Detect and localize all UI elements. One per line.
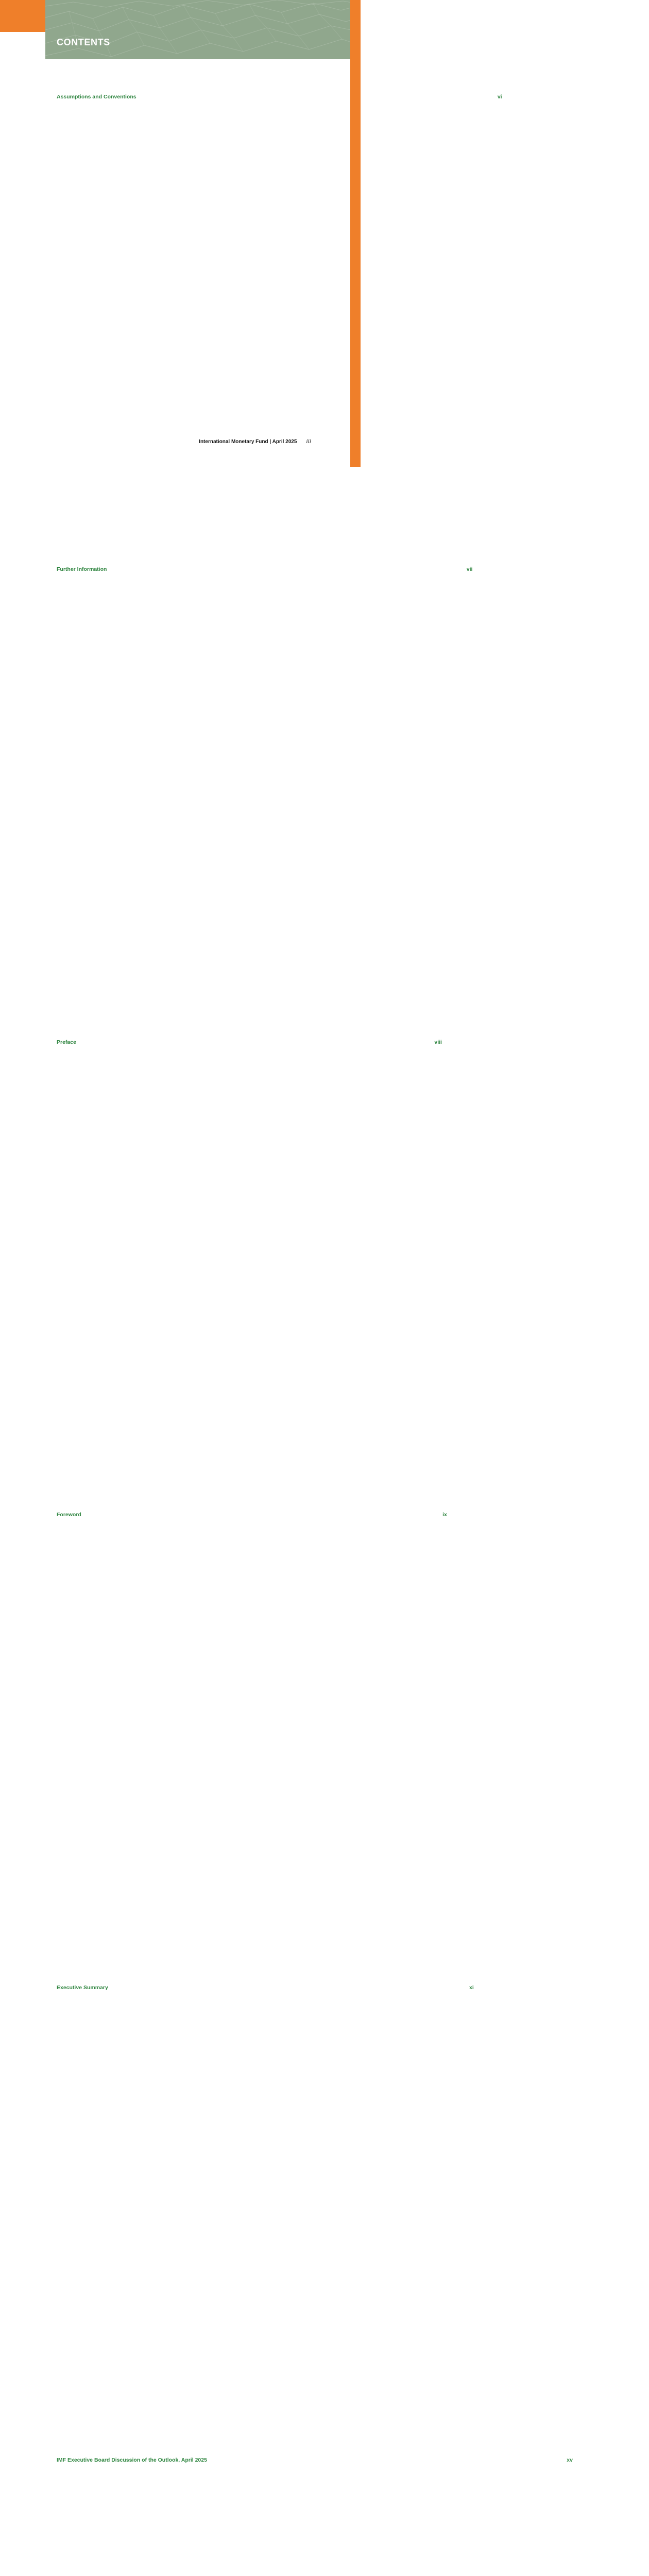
toc-entry-label: Executive Summary: [57, 1984, 108, 1991]
toc-front-matter-entry: [57, 2457, 573, 2576]
header-band: [0, 0, 361, 59]
toc-entry-label: Foreword: [57, 1512, 81, 1518]
toc-entry-page: xv: [212, 2457, 573, 2576]
header-band-green: [45, 0, 361, 59]
page-footer: [57, 438, 311, 445]
toc-entry-page: ix: [87, 1512, 447, 1978]
right-accent-bar: [350, 0, 361, 467]
toc-front-matter-entry: [57, 1039, 442, 1506]
toc-entry-label: IMF Executive Board Discussion of the Outlook, April 2025: [57, 2457, 207, 2463]
wireframe-terrain-pattern: [45, 0, 361, 59]
orange-corner-block: [0, 0, 45, 32]
toc-front-matter-entry: [57, 1984, 474, 2451]
toc-entry-page: vi: [142, 94, 502, 561]
toc-entry-label: Assumptions and Conventions: [57, 93, 136, 100]
toc-entry-page: vii: [112, 566, 472, 1033]
footer-page-number: iii: [306, 438, 311, 445]
table-of-contents: [57, 88, 573, 2576]
toc-front-matter-entry: [57, 93, 502, 561]
toc-front-matter-entry: [57, 566, 473, 1033]
toc-front-matter-entry: [57, 1512, 447, 1978]
page-title: CONTENTS: [57, 37, 110, 47]
toc-entry-label: Preface: [57, 1039, 76, 1045]
toc-entry-page: viii: [81, 1039, 442, 1506]
footer-publisher: International Monetary Fund | April 2025: [199, 439, 297, 445]
toc-entry-label: Further Information: [57, 566, 107, 572]
toc-entry-page: xi: [113, 1985, 474, 2451]
